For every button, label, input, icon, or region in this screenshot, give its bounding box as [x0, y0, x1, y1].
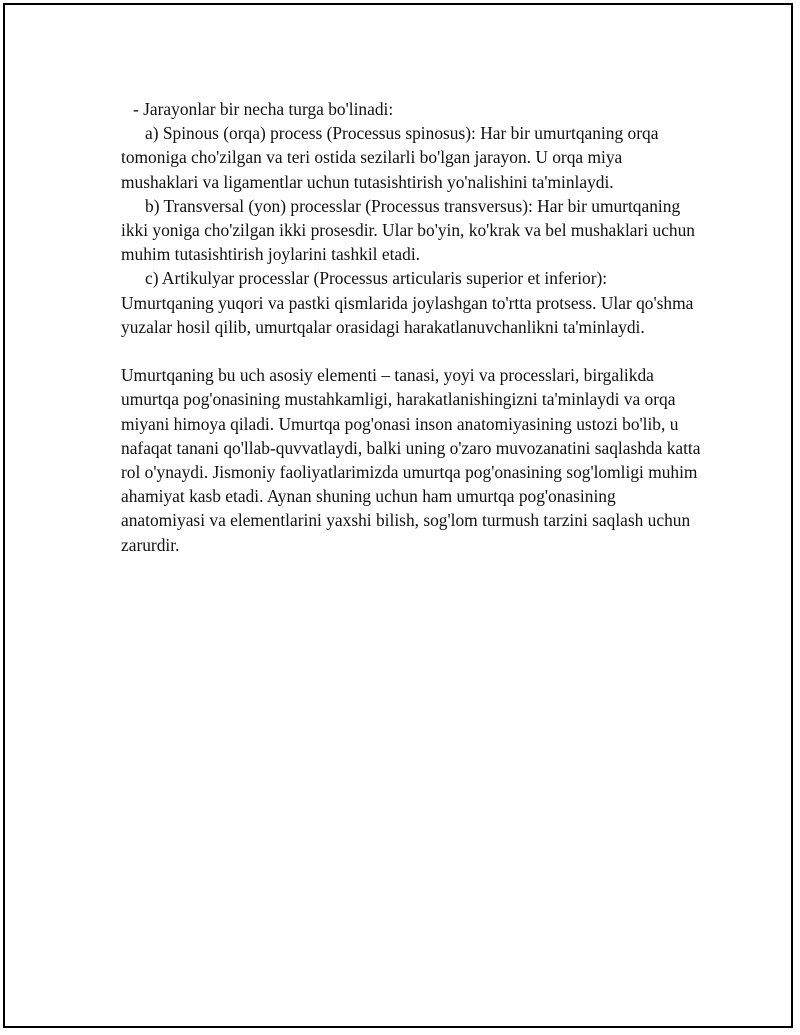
section-intro: - Jarayonlar bir necha turga bo'linadi: [133, 99, 394, 119]
document-body [121, 97, 701, 557]
conclusion-paragraph: Umurtqaning bu uch asosiy elementi – tanasi, yoyi va processlari, birgalikda umurtqa pog'onasining mustahkamligi, harakatlanishingizni ta'minlaydi va orqa miyani himoya qiladi. Umurtqa pog'onasi inson anatomiyasining ustozi bo'lib, u nafaqat tanani qo'llab-quvvatlaydi, balki uning o'zaro muvozanatini saqlashda katta rol o'ynaydi. Jismoniy faoliyatlarimizda umurtqa pog'onasining sog'lomligi muhim ahamiyat kasb etadi. Aynan shuning uchun ham umurtqa pog'onasining anatomiyasi va elementlarini yaxshi bilish, sog'lom turmush tarzini saqlash uchun zarurdir. [121, 365, 701, 555]
list-item-transverse-process: b) Transversal (yon) processlar (Processus transversus): Har bir umurtqaning ikki yoniga cho'zilgan ikki prosesdir. Ular bo'yin, ko'krak va bel mushaklari uchun muhim tutasishtirish joylarini tashkil etadi. [121, 195, 695, 265]
list-item-articular-process: c) Artikulyar processlar (Processus articularis superior et inferior): Umurtqaning yuqori va pastki qismlarida joylashgan to'rtta protsess. Ular qo'shma yuzalar hosil qilib, umurtqalar orasidagi harakatlanuvchanlikni ta'minlaydi. [121, 268, 694, 337]
document-page [3, 3, 793, 1028]
list-item-spinous-process: a) Spinous (orqa) process (Processus spinosus): Har bir umurtqaning orqa tomoniga cho'zilgan va teri ostida sezilarli bo'lgan jarayon. U orqa miya mushaklari va ligamentlar uchun tutasishtirish yo'nalishini ta'minlaydi. [121, 123, 659, 192]
paragraph-spacer [121, 339, 701, 363]
